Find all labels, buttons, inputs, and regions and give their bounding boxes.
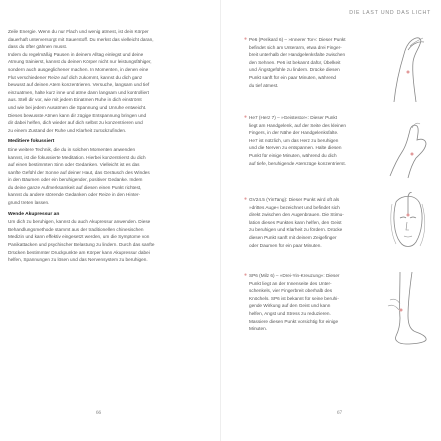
text-line: und die Nerven zu entspannen. Halte diesen bbox=[249, 145, 342, 151]
text-line: sanfte Gefühl der Sonne auf deiner Haut, das Geräusch des Windes bbox=[8, 169, 150, 175]
text-line: Punkt liegt an der Innenseite des Unter- bbox=[249, 280, 332, 286]
acupressure-foot-illustration bbox=[386, 270, 428, 346]
text-line: Zeile Energie. Wenn du nur Flach und wenig atmest, ist dein Körper bbox=[8, 29, 149, 34]
text-line: Knöchels. SP6 ist bekannt für seine beruhi- bbox=[249, 295, 339, 301]
text-line: du tief atmest. bbox=[249, 82, 279, 88]
text-line: »drittes Auge« bezeichnet und befindet sich bbox=[249, 204, 340, 210]
text-line: in den Bäumen oder ein beruhigender, positiver Gedanke. Indem bbox=[8, 177, 143, 183]
text-line: oder Daumen für ein paar Minuten. bbox=[249, 242, 322, 248]
text-line: direkt zwischen den Augenbrauen. Die Stimu- bbox=[249, 212, 344, 218]
text-line: liegt am Handgelenk, auf der Seite des kleinen bbox=[249, 122, 346, 128]
text-line: aus. Stell dir vor, wie mit jedem Einatmen Ruhe in dich einströmt bbox=[8, 97, 142, 103]
text-line: He7 ist nützlich, um das Herz zu beruhigen bbox=[249, 137, 339, 143]
text-line: helfen, Angst und Stress zu reduzieren. bbox=[249, 310, 331, 316]
acupoint-text bbox=[249, 196, 379, 249]
text-line: Medizin und kann effektiv eingesetzt werden, um die Symptome von bbox=[8, 234, 150, 240]
text-line: dauerhaft unterversorgt mit Sauerstoff. Du merkst das vielleicht daran, bbox=[8, 36, 154, 42]
text-line: und Ängstgefühle zu lindern. Drücke diesen bbox=[249, 67, 340, 73]
text-line: Um dich zu beruhigen, kannst du auch Akupressur anwenden. Diese bbox=[8, 219, 151, 225]
acupressure-paragraph bbox=[8, 218, 210, 264]
text-line: Atmung trainierst, kannst du deinen Körper nicht nur leistungsfähiger, bbox=[8, 59, 152, 65]
page-number-right: 67 bbox=[337, 411, 342, 416]
acupoint-text bbox=[249, 114, 379, 167]
text-line: schenkels, vier Fingerbreit oberhalb des bbox=[249, 288, 333, 294]
text-line: auf einen bestimmten Sinn oder Gedanken. Vielleicht ist es das bbox=[8, 162, 140, 168]
acupressure-forearm-illustration bbox=[386, 32, 428, 104]
text-line: helfen, Spannungen zu lösen und das Nervensystem zu beruhigen. bbox=[8, 257, 148, 263]
text-line: He7 (Herz 7) – »Geistestor«: Dieser Punkt bbox=[249, 115, 338, 120]
page-number-left: 66 bbox=[96, 411, 101, 416]
text-line: SP6 (Milz 6) – »Drei-Yin-Kreuzung«: Dieser bbox=[249, 273, 340, 278]
text-line: diesen Punkt sanft mit deinem Zeigefinger bbox=[249, 234, 337, 240]
meditation-paragraph bbox=[8, 146, 210, 207]
bullet-icon: ● bbox=[244, 272, 248, 278]
text-line: Minuten. bbox=[249, 326, 267, 332]
text-line: Punkt für einige Minuten, während du dich bbox=[249, 152, 337, 158]
text-line: Eine weitere Technik, die du in solchen Momenten anwenden bbox=[8, 146, 136, 152]
acupoint-gv24 bbox=[244, 196, 379, 249]
bullet-icon: ● bbox=[244, 114, 248, 120]
text-line: Panikattacken und psychischer Belastung zu lindern. Durch das sanfte bbox=[8, 242, 155, 248]
text-line: zu einem Zustand der Ruhe und Klarheit zurückzufinden. bbox=[8, 127, 127, 133]
text-line: und wie bei jedem Ausatmen die Spannung und Unruhe entweicht. bbox=[8, 104, 147, 110]
text-line: auf tiefe, beruhigende Atemzüge konzentrierst. bbox=[249, 160, 346, 166]
text-line: einzuatmen, halte kurz inne und atme dann langsam und kontrolliert bbox=[8, 89, 149, 95]
text-line: bewusst auf deinen Atem konzentrieren. Versuche, langsam und tief bbox=[8, 82, 150, 88]
section-heading-meditation: Meditiere fokussiert bbox=[8, 139, 55, 145]
text-line: dass du öfter gähnen musst. bbox=[8, 44, 68, 50]
text-line: Massiere diesen Punkt vorsichtig für einige bbox=[249, 318, 339, 324]
text-line: Fingers, in der Nähe der Handgelenksfalte. bbox=[249, 130, 339, 136]
acupressure-wrist-illustration bbox=[386, 118, 428, 180]
acupoint-text bbox=[249, 272, 379, 333]
text-line: Pe6 (Perikard 6) – »Innerer Tor«: Dieser Punkt bbox=[249, 37, 346, 42]
acupressure-face-illustration bbox=[386, 192, 428, 258]
acupoint-sp6 bbox=[244, 272, 379, 333]
text-line: befindet sich am Unterarm, etwa drei Finger- bbox=[249, 44, 342, 50]
text-line: Indem du regelmäßig Pausen in deinem Alltag einlegst und deine bbox=[8, 51, 144, 57]
text-line: dir dabei helfen, dich wieder auf dich selbst zu konzentrieren und bbox=[8, 120, 143, 126]
text-line: grund treten lassen. bbox=[8, 200, 50, 206]
text-line: GV24.5 (YinTang): Dieser Punkt wird oft als bbox=[249, 197, 340, 202]
text-line: sondern auch ausgeglichener machen. In Momenten, in denen eine bbox=[8, 66, 149, 72]
text-line: kannst, ist die fokussierte Meditation. Hierbei konzentrierst du dich bbox=[8, 154, 146, 160]
text-line: Drücken bestimmter Druckpunkte am Körper kann Akupressur dabei bbox=[8, 249, 150, 255]
text-line: breit unterhalb der Handgelenksfalte zwischen bbox=[249, 52, 346, 58]
acupoint-pe6 bbox=[244, 36, 379, 89]
text-line: Flut verschiedener Reize auf dich zukommt, kannst du dich ganz bbox=[8, 74, 143, 80]
intro-paragraph bbox=[8, 28, 210, 134]
text-line: du deine ganze Aufmerksamkeit auf diesen einen Punkt richtest, bbox=[8, 184, 142, 190]
left-page bbox=[0, 0, 220, 441]
running-header: DIE LAST UND DAS LICHT bbox=[349, 10, 431, 16]
acupoint-he7 bbox=[244, 114, 379, 167]
text-line: Dieses bewusste Atmen kann dir zügige Entspannung bringen und bbox=[8, 112, 147, 118]
bullet-icon: ● bbox=[244, 36, 248, 42]
text-line: gende Wirkung auf den Geist und kann bbox=[249, 303, 331, 309]
section-heading-acupressure: Wende Akupressur an bbox=[8, 211, 60, 217]
text-line: Punkt sanft für ein paar Minuten, während bbox=[249, 74, 337, 80]
text-line: den Sehnen. Pe6 ist bekannt dafür, Übelkeit bbox=[249, 59, 341, 65]
text-line: lation dieses Punktes kann helfen, den Geist bbox=[249, 219, 342, 225]
text-line: kannst du andere störende Gedanken oder Reize in den Hinter- bbox=[8, 192, 141, 198]
acupoint-text bbox=[249, 36, 379, 89]
text-line: Behandlungsmethode stammt aus der traditionellen chinesischen bbox=[8, 226, 144, 232]
right-page bbox=[221, 0, 441, 441]
text-line: zu beruhigen und Klarheit zu fördern. Drücke bbox=[249, 227, 343, 233]
bullet-icon: ● bbox=[244, 196, 248, 202]
